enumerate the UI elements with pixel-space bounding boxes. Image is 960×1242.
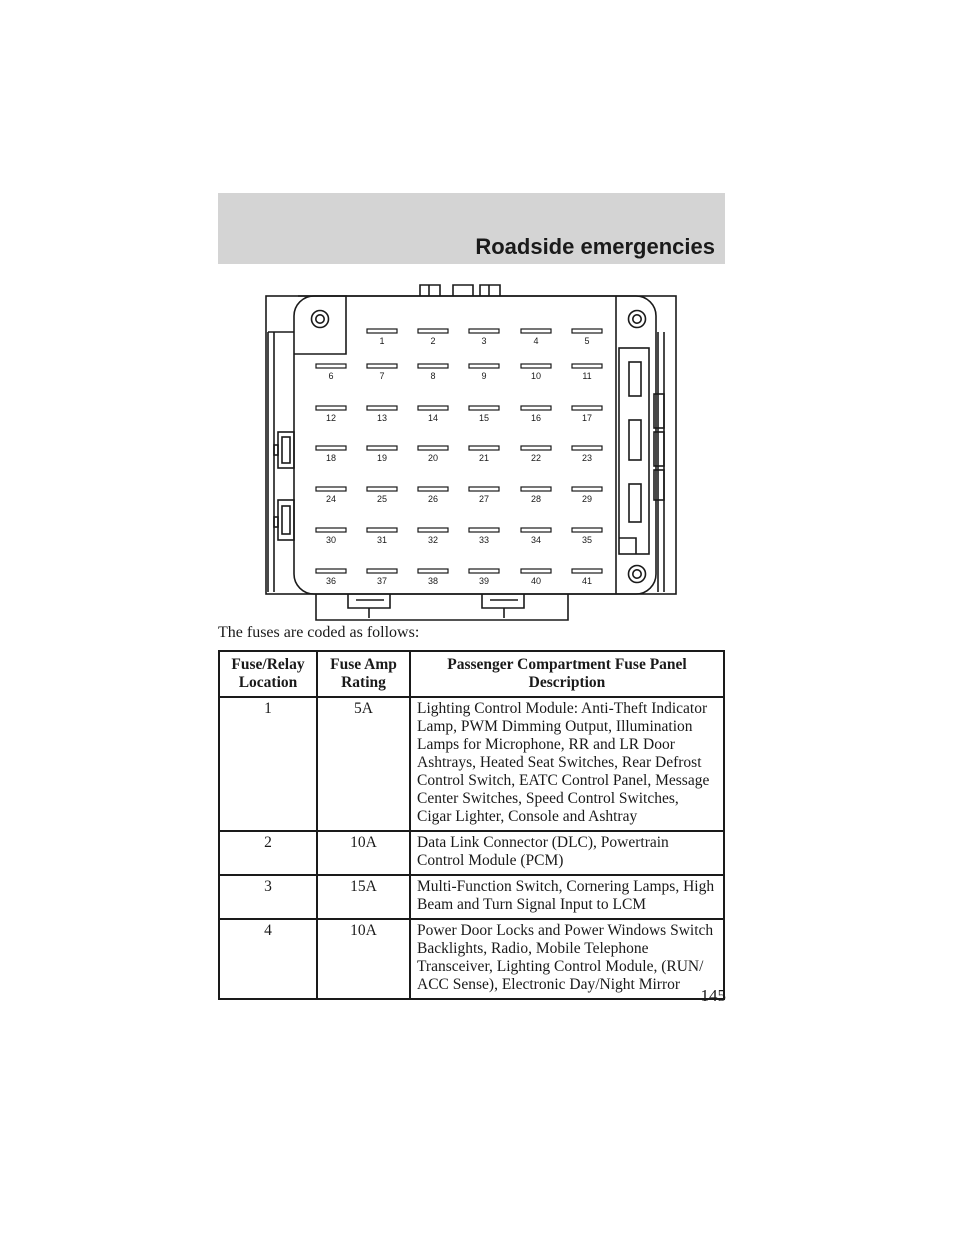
fuse-number-label: 33 — [478, 535, 490, 545]
header-rating: Fuse Amp Rating — [317, 651, 410, 697]
fuse-number-label: 38 — [427, 576, 439, 586]
fuse-number-label: 36 — [325, 576, 337, 586]
header-description: Passenger Compartment Fuse Panel Description — [410, 651, 724, 697]
fuse-slot — [469, 446, 499, 450]
fuse-slot — [521, 528, 551, 532]
cell-location: 1 — [219, 697, 317, 831]
fuse-number-label: 34 — [530, 535, 542, 545]
fuse-number-label: 41 — [581, 576, 593, 586]
section-header-band — [218, 193, 725, 264]
fuse-number-label: 18 — [325, 453, 337, 463]
fuse-slot — [521, 446, 551, 450]
fuse-slot — [316, 487, 346, 491]
fuse-number-label: 13 — [376, 413, 388, 423]
fuse-number-label: 31 — [376, 535, 388, 545]
fuse-slot — [469, 406, 499, 410]
fuse-slot — [367, 364, 397, 368]
fuse-slot — [469, 329, 499, 333]
fuse-slot — [572, 487, 602, 491]
fuse-slot — [572, 446, 602, 450]
fuse-slot — [418, 406, 448, 410]
fuse-number-label: 22 — [530, 453, 542, 463]
cell-description: Power Door Locks and Power Windows Switch Backlights, Radio, Mobile Telephone Transceiver, Lighting Control Module, (RUN/ ACC Sense), Electronic Day/Night Mirror — [410, 919, 724, 999]
fuse-table — [218, 650, 725, 1000]
fuse-slot — [521, 329, 551, 333]
cell-location: 3 — [219, 875, 317, 919]
fuse-slot — [469, 487, 499, 491]
fuse-slot — [367, 446, 397, 450]
fuse-number-label: 23 — [581, 453, 593, 463]
fuse-slot — [367, 487, 397, 491]
fuse-number-label: 10 — [530, 371, 542, 381]
fuse-slot — [521, 406, 551, 410]
fuse-number-label: 5 — [584, 336, 590, 346]
fuse-number-label: 4 — [533, 336, 539, 346]
fuse-number-label: 27 — [478, 494, 490, 504]
fuse-number-label: 28 — [530, 494, 542, 504]
fuse-number-label: 8 — [430, 371, 436, 381]
table-row — [219, 831, 724, 875]
fuse-slot — [316, 569, 346, 573]
table-row — [219, 697, 724, 831]
fuse-number-label: 14 — [427, 413, 439, 423]
fuse-number-label: 26 — [427, 494, 439, 504]
table-header-row — [219, 651, 724, 697]
fuse-number-label: 2 — [430, 336, 436, 346]
fuse-slot — [316, 528, 346, 532]
fuse-slot — [469, 364, 499, 368]
fuse-slot — [418, 528, 448, 532]
fuse-slot — [367, 528, 397, 532]
header-location: Fuse/Relay Location — [219, 651, 317, 697]
fuse-number-label: 39 — [478, 576, 490, 586]
fuse-number-label: 9 — [481, 371, 487, 381]
fuse-number-label: 16 — [530, 413, 542, 423]
cell-rating: 15A — [317, 875, 410, 919]
fuse-slot — [572, 364, 602, 368]
fuse-number-label: 21 — [478, 453, 490, 463]
cell-description: Lighting Control Module: Anti-Theft Indicator Lamp, PWM Dimming Output, Illumination Lamps for Microphone, RR and LR Door Ashtrays, Heated Seat Switches, Rear Defrost Control Switch, EATC Control Panel, Message Center Switches, Speed Control Switches, Cigar Lighter, Console and Ashtray — [410, 697, 724, 831]
fuse-slot — [418, 364, 448, 368]
fuse-slot — [316, 406, 346, 410]
fuse-slot — [367, 569, 397, 573]
fuse-slot — [521, 364, 551, 368]
fuse-number-label: 7 — [379, 371, 385, 381]
table-row — [219, 875, 724, 919]
fuse-grid — [316, 329, 602, 586]
fuse-number-label: 24 — [325, 494, 337, 504]
fuse-number-label: 1 — [379, 336, 385, 346]
fuse-number-label: 6 — [328, 371, 334, 381]
cell-description: Data Link Connector (DLC), Powertrain Control Module (PCM) — [410, 831, 724, 875]
fuse-number-label: 12 — [325, 413, 337, 423]
fuse-slot — [418, 329, 448, 333]
cell-location: 4 — [219, 919, 317, 999]
fuse-slot — [521, 569, 551, 573]
fuse-number-label: 37 — [376, 576, 388, 586]
fuse-panel-diagram — [260, 282, 690, 622]
fuse-slot — [316, 364, 346, 368]
fuse-number-label: 11 — [582, 371, 592, 381]
fuse-slot — [572, 569, 602, 573]
cell-rating: 10A — [317, 919, 410, 999]
fuse-slot — [469, 569, 499, 573]
page-number: 145 — [700, 986, 726, 1005]
fuse-slot — [418, 446, 448, 450]
fuse-slot — [367, 329, 397, 333]
fuse-number-label: 40 — [530, 576, 542, 586]
fuse-slot — [367, 406, 397, 410]
fuse-number-label: 19 — [376, 453, 388, 463]
fuse-slot — [316, 446, 346, 450]
fuse-number-label: 32 — [427, 535, 439, 545]
fuse-number-label: 3 — [481, 336, 487, 346]
fuse-slot — [572, 528, 602, 532]
cell-location: 2 — [219, 831, 317, 875]
fuse-slot — [418, 569, 448, 573]
fuse-number-label: 25 — [376, 494, 388, 504]
fuse-number-label: 30 — [325, 535, 337, 545]
fuse-slot — [418, 487, 448, 491]
fuse-slot — [572, 406, 602, 410]
fuse-slot — [521, 487, 551, 491]
intro-text: The fuses are coded as follows: — [218, 624, 420, 641]
section-title: Roadside emergencies — [475, 234, 715, 259]
cell-rating: 10A — [317, 831, 410, 875]
fuse-number-label: 15 — [478, 413, 490, 423]
fuse-slot — [469, 528, 499, 532]
fuse-slot — [572, 329, 602, 333]
cell-rating: 5A — [317, 697, 410, 831]
table-row — [219, 919, 724, 999]
cell-description: Multi-Function Switch, Cornering Lamps, High Beam and Turn Signal Input to LCM — [410, 875, 724, 919]
fuse-number-label: 29 — [581, 494, 593, 504]
fuse-number-label: 35 — [581, 535, 593, 545]
fuse-number-label: 17 — [581, 413, 593, 423]
fuse-number-label: 20 — [427, 453, 439, 463]
